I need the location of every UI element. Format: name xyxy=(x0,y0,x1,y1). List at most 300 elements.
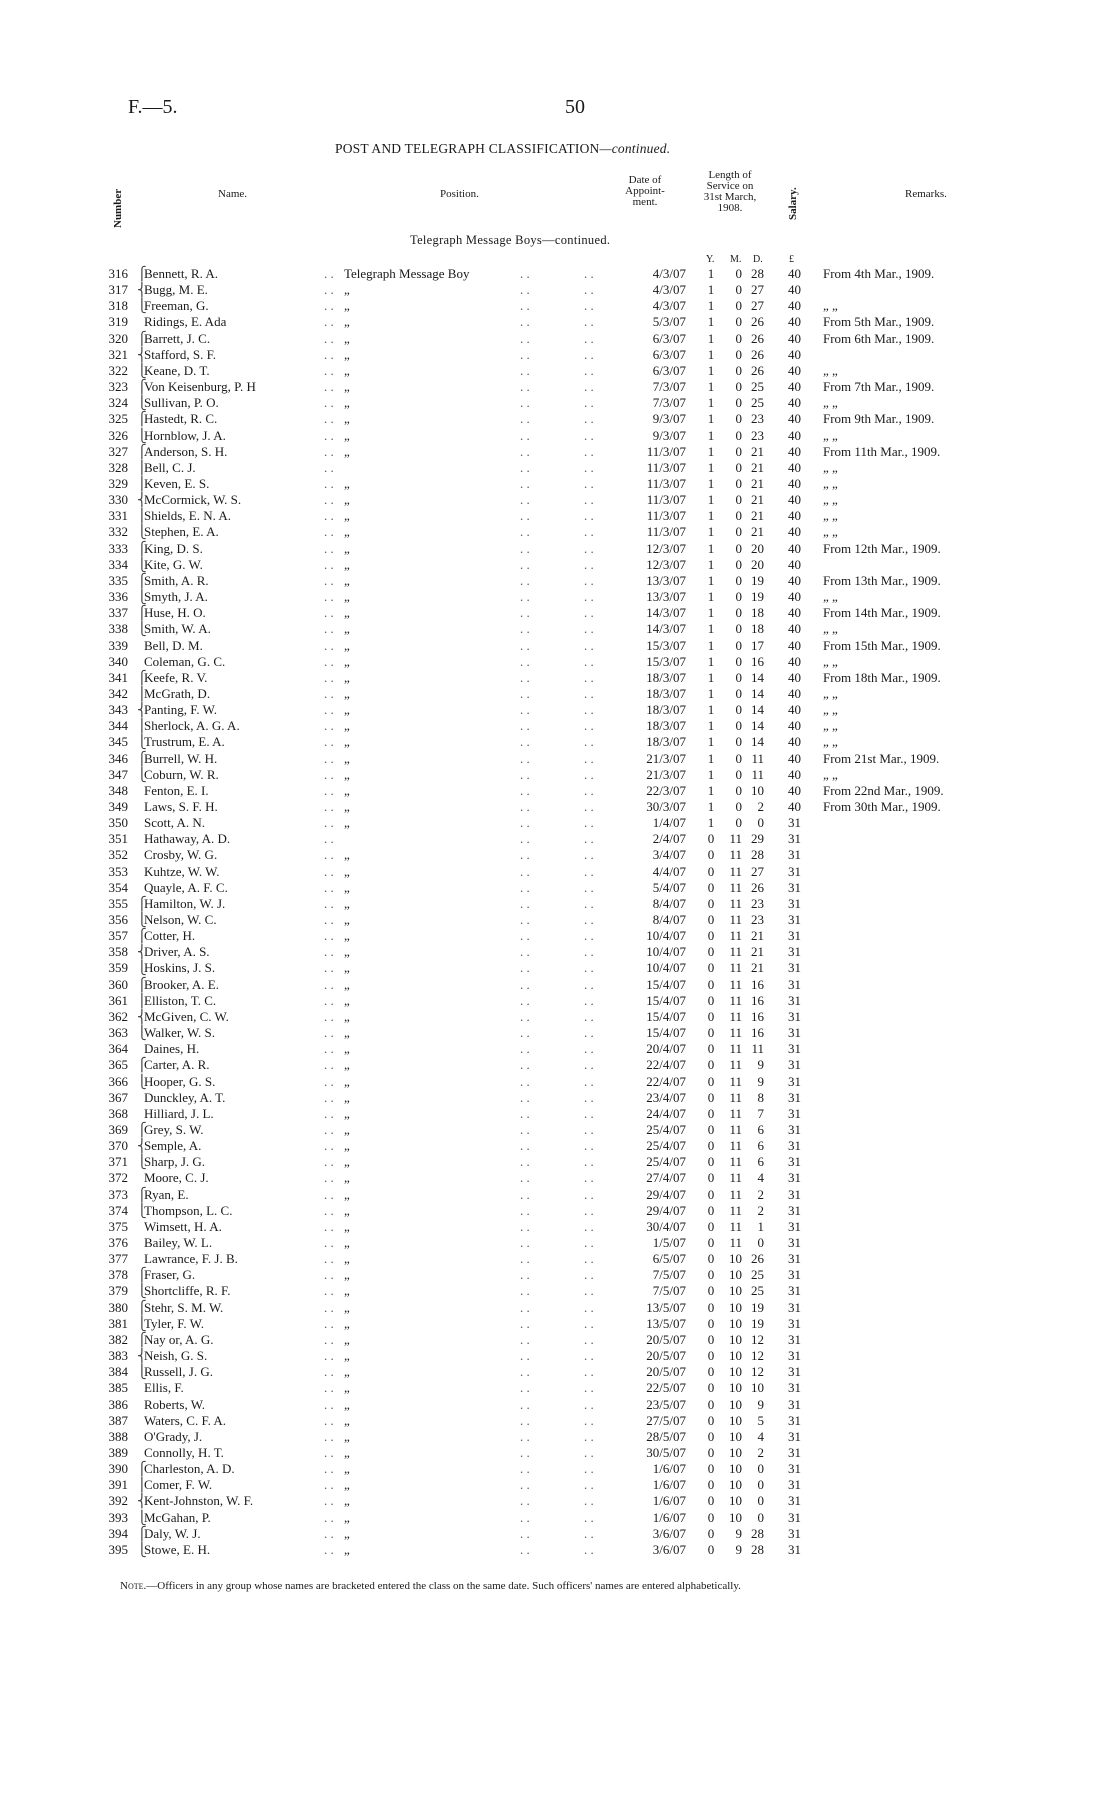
leader-dots: . . xyxy=(324,298,334,314)
row-number: 333 xyxy=(108,540,128,556)
salary: 31 xyxy=(788,1121,801,1137)
service-years: 0 xyxy=(707,1235,715,1250)
leader-dots: . . xyxy=(520,1025,530,1040)
leader-dots: . . xyxy=(584,1525,594,1541)
remarks: „ „ xyxy=(823,653,838,669)
leader-dots: . . xyxy=(324,1428,334,1444)
officer-name: Panting, F. W. xyxy=(144,702,218,717)
position: „ xyxy=(344,1251,350,1267)
salary: 31 xyxy=(788,960,801,976)
position: „ xyxy=(344,1041,350,1057)
appointment-date: 15/3/07 xyxy=(646,653,686,669)
salary: 40 xyxy=(788,621,801,637)
remarks: „ „ xyxy=(823,459,838,475)
row-number: 316 xyxy=(108,266,128,281)
service-years: 0 xyxy=(707,1121,715,1137)
leader-dots: . . xyxy=(584,1331,594,1347)
remarks: „ „ xyxy=(823,362,838,378)
column-header-service xyxy=(685,170,775,214)
appointment-date: 14/3/07 xyxy=(646,621,686,637)
leader-dots: . . xyxy=(324,395,334,411)
row-number: 380 xyxy=(108,1299,128,1315)
leader-dots: . . xyxy=(324,508,334,524)
leader-dots: . . xyxy=(520,1396,530,1412)
service-years: 0 xyxy=(707,1331,715,1347)
group-bracket: ⎨ xyxy=(137,346,147,362)
row-number: 352 xyxy=(108,847,128,863)
service-days: 21 xyxy=(751,524,764,540)
table-row xyxy=(0,1445,1114,1461)
leader-dots: . . xyxy=(584,298,594,314)
appointment-date: 11/3/07 xyxy=(646,475,686,491)
salary: 31 xyxy=(788,1218,801,1234)
leader-dots: . . xyxy=(584,798,594,814)
leader-dots: . . xyxy=(520,395,530,411)
officer-name: Burrell, W. H. xyxy=(144,750,218,766)
officer-name: Barrett, J. C. xyxy=(144,330,211,346)
table-row xyxy=(0,347,1114,363)
appointment-date: 4/3/07 xyxy=(652,298,686,314)
table-row xyxy=(0,379,1114,395)
salary: 31 xyxy=(788,1283,801,1299)
service-months: 0 xyxy=(735,362,742,378)
service-years: 1 xyxy=(707,330,715,346)
service-years: 1 xyxy=(707,815,715,831)
leader-dots: . . xyxy=(584,863,594,879)
service-days: 21 xyxy=(751,443,764,459)
unit-days: D. xyxy=(753,254,763,265)
leader-dots: . . xyxy=(520,815,530,831)
appointment-date: 25/4/07 xyxy=(646,1138,686,1154)
leader-dots: . . xyxy=(520,298,530,314)
service-years: 0 xyxy=(707,1218,715,1234)
row-number: 358 xyxy=(108,944,128,960)
officer-name: Coburn, W. R. xyxy=(144,766,219,782)
service-days: 27 xyxy=(751,298,764,314)
service-years: 1 xyxy=(707,298,715,314)
appointment-date: 11/3/07 xyxy=(646,524,686,540)
table-row xyxy=(0,783,1114,799)
remarks: From 6th Mar., 1909. xyxy=(823,330,935,346)
leader-dots: . . xyxy=(324,798,334,814)
leader-dots: . . xyxy=(584,1461,594,1477)
appointment-date: 3/4/07 xyxy=(652,847,686,863)
leader-dots: . . xyxy=(520,928,530,944)
service-months: 10 xyxy=(729,1493,742,1509)
row-number: 356 xyxy=(108,912,128,927)
service-months: 0 xyxy=(735,395,742,411)
leader-dots: . . xyxy=(520,1509,530,1525)
table-row xyxy=(0,831,1114,847)
service-years: 0 xyxy=(707,992,715,1008)
service-months: 11 xyxy=(729,895,742,911)
service-years: 0 xyxy=(707,1477,715,1493)
leader-dots: . . xyxy=(584,912,594,927)
remarks: From 13th Mar., 1909. xyxy=(823,572,941,588)
row-number: 392 xyxy=(108,1493,128,1509)
service-months: 10 xyxy=(729,1251,742,1267)
officer-name: Crosby, W. G. xyxy=(144,847,218,863)
page-reference: F.—5. xyxy=(128,96,178,118)
position: „ xyxy=(344,1348,350,1363)
service-years: 1 xyxy=(707,266,715,281)
service-months: 10 xyxy=(729,1380,742,1396)
leader-dots: . . xyxy=(324,362,334,378)
position: „ xyxy=(344,976,350,992)
service-years: 0 xyxy=(707,1008,715,1024)
officer-name: Laws, S. F. H. xyxy=(144,798,218,814)
remarks: „ „ xyxy=(823,395,838,411)
service-days: 26 xyxy=(751,346,764,362)
service-days: 26 xyxy=(751,362,764,378)
service-years: 1 xyxy=(707,540,715,556)
leader-dots: . . xyxy=(584,379,594,394)
row-number: 343 xyxy=(108,702,128,717)
salary: 40 xyxy=(788,395,801,411)
officer-name: Hathaway, A. D. xyxy=(144,831,231,847)
leader-dots: . . xyxy=(520,944,530,960)
officer-name: Driver, A. S. xyxy=(144,944,210,960)
group-bracket: ⎩ xyxy=(137,556,147,572)
row-number: 350 xyxy=(108,815,128,831)
leader-dots: . . xyxy=(520,960,530,976)
officer-name: Hoskins, J. S. xyxy=(144,960,216,976)
group-bracket: ⎪ xyxy=(137,459,147,475)
group-bracket: ⎩ xyxy=(137,1073,147,1089)
leader-dots: . . xyxy=(584,1154,594,1170)
appointment-date: 23/4/07 xyxy=(646,1089,686,1105)
service-months: 0 xyxy=(735,572,742,588)
leader-dots: . . xyxy=(324,524,334,540)
table-row xyxy=(0,573,1114,589)
leader-dots: . . xyxy=(584,1121,594,1137)
service-years: 0 xyxy=(707,863,715,879)
leader-dots: . . xyxy=(584,1089,594,1105)
leader-dots: . . xyxy=(584,960,594,976)
position: „ xyxy=(344,1477,350,1493)
service-years: 0 xyxy=(707,912,715,927)
row-number: 340 xyxy=(108,653,128,669)
table-row xyxy=(0,1074,1114,1090)
group-bracket: ⎩ xyxy=(137,1364,147,1380)
table-row xyxy=(0,1300,1114,1316)
leader-dots: . . xyxy=(584,1251,594,1267)
service-months: 11 xyxy=(729,847,742,863)
leader-dots: . . xyxy=(584,572,594,588)
row-number: 338 xyxy=(108,621,128,637)
leader-dots: . . xyxy=(324,605,334,621)
appointment-date: 30/5/07 xyxy=(646,1444,686,1460)
table-row xyxy=(0,508,1114,524)
position: „ xyxy=(344,637,350,653)
service-days: 26 xyxy=(751,314,764,330)
row-number: 373 xyxy=(108,1186,128,1202)
leader-dots: . . xyxy=(584,1396,594,1412)
group-bracket: ⎧ xyxy=(137,266,147,281)
service-years: 1 xyxy=(707,572,715,588)
appointment-date: 8/4/07 xyxy=(652,895,686,911)
service-years: 1 xyxy=(707,718,715,734)
leader-dots: . . xyxy=(324,1218,334,1234)
row-number: 329 xyxy=(108,475,128,491)
leader-dots: . . xyxy=(584,944,594,960)
leader-dots: . . xyxy=(520,492,530,508)
officer-name: Quayle, A. F. C. xyxy=(144,879,228,895)
service-days: 0 xyxy=(757,1509,764,1525)
salary: 40 xyxy=(788,669,801,685)
appointment-date: 20/5/07 xyxy=(646,1348,686,1363)
position: „ xyxy=(344,492,350,508)
leader-dots: . . xyxy=(584,556,594,572)
row-number: 377 xyxy=(108,1251,128,1267)
appointment-date: 22/4/07 xyxy=(646,1057,686,1073)
salary: 40 xyxy=(788,459,801,475)
salary: 31 xyxy=(788,912,801,927)
group-bracket: ⎨ xyxy=(137,1348,147,1363)
remarks: From 21st Mar., 1909. xyxy=(823,750,940,766)
position: „ xyxy=(344,718,350,734)
leader-dots: . . xyxy=(324,912,334,927)
officer-name: King, D. S. xyxy=(144,540,203,556)
leader-dots: . . xyxy=(520,798,530,814)
officer-name: Hooper, G. S. xyxy=(144,1073,216,1089)
salary: 31 xyxy=(788,1525,801,1541)
service-header-line: Service on xyxy=(706,180,754,192)
row-number: 394 xyxy=(108,1525,128,1541)
leader-dots: . . xyxy=(584,815,594,831)
row-number: 354 xyxy=(108,879,128,895)
officer-name: Keane, D. T. xyxy=(144,362,210,378)
group-bracket: ⎩ xyxy=(137,298,147,314)
officer-name: Daines, H. xyxy=(144,1041,200,1057)
group-bracket: ⎩ xyxy=(137,524,147,540)
appointment-date: 11/3/07 xyxy=(646,443,686,459)
service-days: 8 xyxy=(757,1089,764,1105)
leader-dots: . . xyxy=(584,928,594,944)
leader-dots: . . xyxy=(520,1251,530,1267)
service-months: 0 xyxy=(735,685,742,701)
service-days: 10 xyxy=(751,782,764,798)
service-months: 10 xyxy=(729,1509,742,1525)
service-days: 21 xyxy=(751,475,764,491)
salary: 31 xyxy=(788,1008,801,1024)
appointment-date: 4/3/07 xyxy=(652,282,686,298)
leader-dots: . . xyxy=(584,1138,594,1154)
group-bracket: ⎧ xyxy=(137,1299,147,1315)
service-days: 18 xyxy=(751,605,764,621)
leader-dots: . . xyxy=(520,637,530,653)
leader-dots: . . xyxy=(520,895,530,911)
position: „ xyxy=(344,1541,350,1557)
salary: 31 xyxy=(788,1186,801,1202)
position: „ xyxy=(344,443,350,459)
table-row xyxy=(0,428,1114,444)
service-days: 11 xyxy=(751,1041,764,1057)
leader-dots: . . xyxy=(584,411,594,427)
leader-dots: . . xyxy=(324,976,334,992)
group-bracket: ⎩ xyxy=(137,427,147,443)
service-days: 14 xyxy=(751,718,764,734)
row-number: 387 xyxy=(108,1412,128,1428)
leader-dots: . . xyxy=(520,669,530,685)
service-months: 0 xyxy=(735,589,742,604)
row-number: 324 xyxy=(108,395,128,411)
leader-dots: . . xyxy=(584,976,594,992)
service-months: 0 xyxy=(735,492,742,508)
leader-dots: . . xyxy=(520,912,530,927)
service-months: 0 xyxy=(735,734,742,750)
salary: 31 xyxy=(788,1315,801,1331)
appointment-date: 30/3/07 xyxy=(646,798,686,814)
table-row xyxy=(0,1106,1114,1122)
salary: 31 xyxy=(788,1364,801,1380)
remarks: From 7th Mar., 1909. xyxy=(823,379,935,394)
service-months: 9 xyxy=(735,1541,742,1557)
service-months: 11 xyxy=(729,1089,742,1105)
service-years: 0 xyxy=(707,944,715,960)
position: „ xyxy=(344,362,350,378)
salary: 40 xyxy=(788,379,801,394)
service-months: 11 xyxy=(729,1025,742,1040)
service-years: 0 xyxy=(707,960,715,976)
officer-name: Anderson, S. H. xyxy=(144,443,228,459)
salary: 31 xyxy=(788,1154,801,1170)
salary: 40 xyxy=(788,282,801,298)
service-days: 0 xyxy=(757,815,764,831)
salary: 40 xyxy=(788,540,801,556)
service-months: 0 xyxy=(735,605,742,621)
leader-dots: . . xyxy=(584,847,594,863)
leader-dots: . . xyxy=(584,605,594,621)
leader-dots: . . xyxy=(324,669,334,685)
table-row xyxy=(0,605,1114,621)
row-number: 372 xyxy=(108,1170,128,1186)
table-row xyxy=(0,993,1114,1009)
table-row xyxy=(0,411,1114,427)
leader-dots: . . xyxy=(584,427,594,443)
service-months: 0 xyxy=(735,540,742,556)
officer-name: Russell, J. G. xyxy=(144,1364,213,1380)
service-months: 10 xyxy=(729,1396,742,1412)
salary: 40 xyxy=(788,766,801,782)
leader-dots: . . xyxy=(324,637,334,653)
service-months: 11 xyxy=(729,1170,742,1186)
group-bracket: ⎧ xyxy=(137,540,147,556)
position: „ xyxy=(344,621,350,637)
leader-dots: . . xyxy=(520,831,530,847)
officer-name: Thompson, L. C. xyxy=(144,1202,233,1218)
officer-name: Keefe, R. V. xyxy=(144,669,208,685)
service-months: 10 xyxy=(729,1428,742,1444)
service-days: 16 xyxy=(751,976,764,992)
table-row xyxy=(0,282,1114,298)
document-title xyxy=(335,141,670,157)
service-days: 12 xyxy=(751,1364,764,1380)
service-months: 9 xyxy=(735,1525,742,1541)
group-bracket: ⎪ xyxy=(137,685,147,701)
service-days: 4 xyxy=(757,1170,764,1186)
row-number: 347 xyxy=(108,766,128,782)
service-months: 0 xyxy=(735,718,742,734)
service-days: 21 xyxy=(751,508,764,524)
table-row xyxy=(0,1332,1114,1348)
table-row xyxy=(0,702,1114,718)
row-number: 348 xyxy=(108,782,128,798)
leader-dots: . . xyxy=(324,750,334,766)
position: „ xyxy=(344,1267,350,1283)
service-years: 0 xyxy=(707,928,715,944)
group-bracket: ⎪ xyxy=(137,992,147,1008)
appointment-date: 3/6/07 xyxy=(652,1525,686,1541)
service-days: 28 xyxy=(751,1541,764,1557)
leader-dots: . . xyxy=(584,1348,594,1363)
service-months: 0 xyxy=(735,798,742,814)
service-months: 0 xyxy=(735,427,742,443)
position: „ xyxy=(344,605,350,621)
service-months: 11 xyxy=(729,992,742,1008)
officer-name: Ryan, E. xyxy=(144,1186,189,1202)
leader-dots: . . xyxy=(324,1412,334,1428)
table-row xyxy=(0,1283,1114,1299)
leader-dots: . . xyxy=(324,1364,334,1380)
appointment-date: 27/4/07 xyxy=(646,1170,686,1186)
group-bracket: ⎧ xyxy=(137,411,147,427)
officer-name: O'Grady, J. xyxy=(144,1428,203,1444)
service-days: 4 xyxy=(757,1428,764,1444)
leader-dots: . . xyxy=(584,782,594,798)
officer-name: Stafford, S. F. xyxy=(144,346,217,362)
row-number: 331 xyxy=(108,508,128,524)
table-row xyxy=(0,815,1114,831)
row-number: 320 xyxy=(108,330,128,346)
position: „ xyxy=(344,669,350,685)
service-months: 11 xyxy=(729,1186,742,1202)
officer-name: Smyth, J. A. xyxy=(144,589,208,604)
leader-dots: . . xyxy=(324,895,334,911)
group-bracket: ⎩ xyxy=(137,766,147,782)
appointment-date: 30/4/07 xyxy=(646,1218,686,1234)
position: „ xyxy=(344,1428,350,1444)
leader-dots: . . xyxy=(520,1170,530,1186)
position: „ xyxy=(344,766,350,782)
position: „ xyxy=(344,330,350,346)
table-row xyxy=(0,896,1114,912)
group-bracket: ⎩ xyxy=(137,1541,147,1557)
service-header-line: 1908. xyxy=(717,202,743,214)
leader-dots: . . xyxy=(584,1235,594,1250)
leader-dots: . . xyxy=(584,653,594,669)
row-number: 322 xyxy=(108,362,128,378)
officer-name: Hilliard, J. L. xyxy=(144,1105,214,1121)
leader-dots: . . xyxy=(324,443,334,459)
service-days: 20 xyxy=(751,540,764,556)
officer-name: Wimsett, H. A. xyxy=(144,1218,222,1234)
leader-dots: . . xyxy=(520,330,530,346)
officer-name: Shields, E. N. A. xyxy=(144,508,232,524)
service-days: 29 xyxy=(751,831,764,847)
service-months: 0 xyxy=(735,379,742,394)
footnote xyxy=(120,1580,741,1592)
service-days: 2 xyxy=(757,1202,764,1218)
salary: 31 xyxy=(788,1348,801,1363)
group-bracket: ⎩ xyxy=(137,395,147,411)
row-number: 336 xyxy=(108,589,128,604)
officer-name: Stowe, E. H. xyxy=(144,1541,211,1557)
position: „ xyxy=(344,1154,350,1170)
leader-dots: . . xyxy=(584,1105,594,1121)
service-days: 26 xyxy=(751,879,764,895)
leader-dots: . . xyxy=(324,1138,334,1154)
